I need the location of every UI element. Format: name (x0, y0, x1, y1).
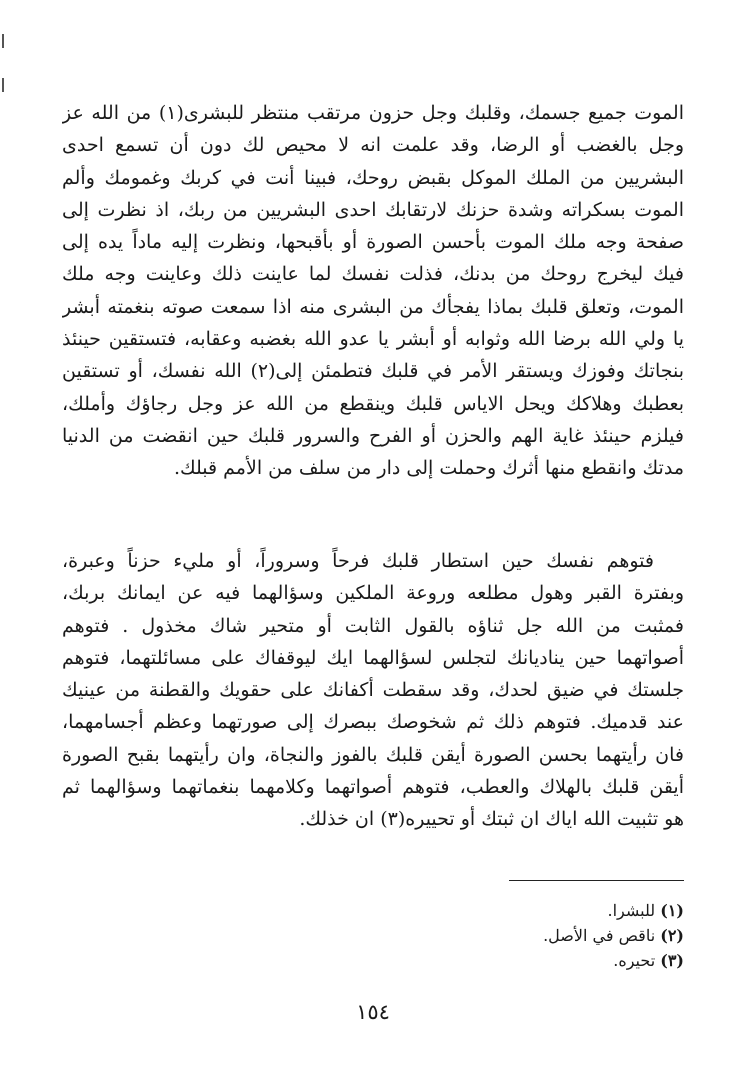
paragraph-2 (62, 545, 684, 836)
footnotes (400, 898, 684, 973)
text-line: بعطبك وهلاكك ويحل الاياس قلبك وينقطع من الله عز وجل رجاؤك وأملك، (62, 392, 684, 415)
footnote (400, 948, 684, 973)
footnote-number: (٢) (660, 926, 684, 945)
text-line: بنجاتك وفوزك ويستقر الأمر في قلبك فتطمئن إلى(٢) الله نفسك، أو تستقين (62, 360, 684, 383)
text-line: الموت جميع جسمك، وقلبك وجل حزون مرتقب منتظر للبشرى(١) من الله عز (62, 102, 684, 124)
text-line: صفحة وجه ملك الموت بأحسن الصورة أو بأقبحها، ونظرت إليه ماداً يده إلى (62, 231, 684, 254)
text-line: فيك ليخرج روحك من بدنك، فذلت نفسك لما عاينت ذلك وعاينت وجه ملك (62, 263, 684, 286)
text-line: يا ولي الله برضا الله وثوابه أو أبشر يا عدو الله بغضبه وعقابه، فتستقين حينئذ (62, 328, 684, 351)
paragraph-1 (62, 97, 684, 485)
text-line: أيقن قلبك بالهلاك والعطب، فتوهم أصواتهما وكلامهما بنغماتهما وسؤالهما ثم (62, 776, 684, 799)
text-line: الموت بسكراته وشدة حزنك لارتقابك احدى البشريين من ربك، اذ نظرت إلى (62, 198, 684, 221)
margin-mark (2, 78, 4, 92)
text-line: مدتك وانقطع منها أثرك وحملت إلى دار من سلف من الأمم قبلك. (173, 457, 684, 480)
text-line: جلستك في ضيق لحدك، وقد سقطت أكفانك على حقويك والقطنة من عينيك (62, 679, 684, 702)
margin-mark (2, 34, 4, 48)
page-number: ١٥٤ (356, 1000, 390, 1024)
text-line: فيلزم حينئذ غاية الهم والحزن أو الفرح والسرور قلبك حين انقضت من الدنيا (62, 424, 684, 447)
footnote (400, 923, 684, 948)
footnote-text: تحيره. (613, 951, 656, 970)
text-line: فان رأيتهما بحسن الصورة أيقن قلبك بالفوز والنجاة، وان رأيتهما بقبح الصورة (62, 743, 684, 766)
text-line: أصواتهما حين يناديانك لتجلس لسؤالهما ايك ليوقفاك على مسائلتهما، فتوهم (62, 646, 684, 669)
text-line: عند قدميك. فتوهم ذلك ثم شخوصك ببصرك إلى صورتهما وعظم أجسامهما، (62, 711, 684, 734)
text-line: فتوهم نفسك حين استطار قلبك فرحاً وسروراً، أو مليء حزناً وعبرة، (62, 550, 654, 572)
text-line: الموت، وتعلق قلبك بماذا يفجأك من البشرى منه اذا سمعت صوته بنغمته أبشر (62, 295, 684, 318)
text-line: هو تثبيت الله اياك ان ثبتك أو تحييره(٣) ان خذلك. (299, 808, 684, 831)
text-line: فمثبت من الله جل ثناؤه بالقول الثابت أو متحير شاك مخذول . فتوهم (62, 614, 684, 637)
text-line: وبفترة القبر وهول مطلعه وروعة الملكين وسؤالهما فيه عن ايمانك بربك، (62, 582, 684, 605)
footnote-divider (509, 880, 684, 881)
footnote (400, 898, 684, 923)
text-line: وجل بالغضب أو الرضا، وقد علمت انه لا محيص لك دون أن تسمع احدى (62, 134, 684, 157)
footnote-number: (١) (660, 901, 684, 920)
text-line: البشريين من الملك الموكل بقبض روحك، فبينا أنت في كربك وغمومك وألم (62, 166, 684, 189)
footnote-text: ناقص في الأصل. (543, 926, 656, 945)
footnote-number: (٣) (660, 951, 684, 970)
footnote-text: للبشرا. (607, 901, 656, 920)
